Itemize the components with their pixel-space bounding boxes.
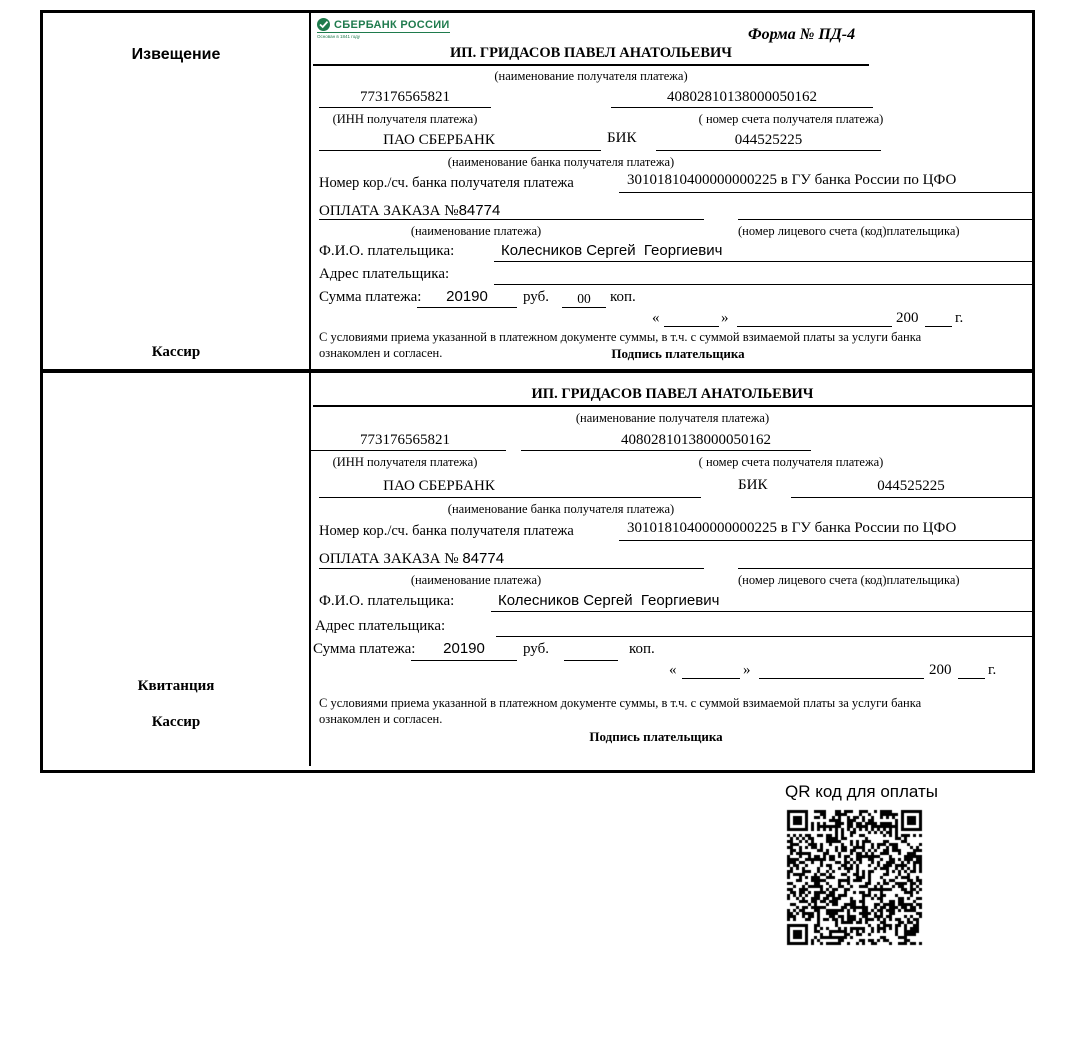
address-label: Адрес плательщика:	[315, 618, 446, 634]
inn-underline	[319, 107, 491, 108]
inn-underline	[311, 450, 506, 451]
kvitanciya-side-cell	[43, 373, 311, 766]
payment-caption: (наименование платежа)	[410, 573, 542, 587]
sum-underline	[411, 660, 517, 661]
inn-caption: (ИНН получателя платежа)	[332, 455, 478, 469]
section-izveshchenie	[43, 13, 1032, 373]
bank-caption: (наименование банка получателя платежа)	[447, 502, 675, 516]
date-day-underline	[682, 678, 740, 679]
address-underline	[494, 284, 1033, 285]
kop-underline	[564, 660, 618, 661]
kop-label: коп.	[629, 641, 655, 657]
bank-name: ПАО СБЕРБАНК	[383, 132, 495, 148]
corr-label: Номер кор./сч. банка получателя платежа	[319, 175, 574, 191]
corr-underline	[619, 540, 1033, 541]
sberbank-logo-row	[317, 18, 450, 33]
payment-name-number: 84774	[462, 550, 505, 567]
bik-label: БИК	[738, 477, 768, 493]
form-number: Форма № ПД-4	[748, 26, 856, 43]
bik-value: 044525225	[734, 132, 803, 148]
account-caption: ( номер счета получателя платежа)	[698, 455, 884, 469]
account-value: 40802810138000050162	[667, 89, 817, 105]
pd4-form	[40, 10, 1035, 773]
bank-underline	[319, 497, 701, 498]
fio-underline	[494, 261, 1033, 262]
bik-underline	[791, 497, 1033, 498]
agreement-line1: С условиями приема указанной в платежном документе суммы, в т.ч. с суммой взимаемой платы за услуги банка	[319, 696, 922, 710]
sum-value: 20190	[446, 288, 488, 305]
qr-code	[785, 808, 925, 948]
sum-value: 20190	[443, 640, 485, 657]
side-label-izveshchenie: Извещение	[131, 46, 221, 63]
fio-label: Ф.И.О. плательщика:	[319, 593, 455, 609]
date-quote-open: «	[652, 310, 660, 326]
fio-value: Колесников Сергей Георгиевич	[501, 242, 723, 259]
payment-underline	[319, 568, 704, 569]
bik-underline	[656, 150, 881, 151]
sum-underline	[417, 307, 517, 308]
fio-underline	[491, 611, 1034, 612]
bank-caption: (наименование банка получателя платежа)	[447, 155, 675, 169]
kop-value: 00	[577, 291, 591, 306]
qr-label: QR код для оплаты	[785, 782, 939, 801]
section-kvitanciya	[43, 373, 1032, 766]
recipient-name: ИП. ГРИДАСОВ ПАВЕЛ АНАТОЛЬЕВИЧ	[450, 45, 732, 61]
account-underline	[611, 107, 873, 108]
payment-name	[319, 550, 504, 568]
account-underline	[521, 450, 811, 451]
account-value: 40802810138000050162	[621, 432, 771, 448]
sberbank-logo-tagline: Основан в 1841 году	[317, 34, 361, 39]
corr-underline	[619, 192, 1033, 193]
agreement-line1: С условиями приема указанной в платежном документе суммы, в т.ч. с суммой взимаемой платы за услуги банка	[319, 330, 922, 344]
fio-value: Колесников Сергей Георгиевич	[498, 592, 720, 609]
rub-label: руб.	[523, 641, 549, 657]
bik-value: 044525225	[877, 478, 945, 494]
qr-block	[785, 782, 939, 948]
fio-label: Ф.И.О. плательщика:	[319, 243, 455, 259]
date-quote-open: «	[669, 662, 677, 678]
recipient-underline	[313, 405, 1032, 407]
recipient-caption: (наименование получателя платежа)	[494, 69, 688, 83]
inn-caption: (ИНН получателя платежа)	[332, 112, 478, 126]
date-year-prefix: 200	[896, 310, 919, 326]
izveshchenie-main-cell	[311, 13, 1032, 369]
recipient-underline	[313, 64, 869, 66]
account-caption: ( номер счета получателя платежа)	[698, 112, 884, 126]
payer-code-underline	[738, 219, 1033, 220]
date-day-underline	[664, 326, 719, 327]
bik-label: БИК	[607, 130, 637, 146]
date-quote-close: »	[743, 662, 751, 678]
corr-label: Номер кор./сч. банка получателя платежа	[319, 523, 574, 539]
agreement-line2: ознакомлен и согласен.	[319, 346, 443, 360]
inn-value: 773176565821	[360, 432, 450, 448]
signature-label: Подпись плательщика	[611, 346, 745, 361]
date-month-underline	[759, 678, 924, 679]
bank-underline	[319, 150, 601, 151]
date-year-underline	[925, 326, 952, 327]
date-year-prefix: 200	[929, 662, 952, 678]
sum-label: Сумма платежа:	[319, 289, 422, 305]
payer-code-underline	[738, 568, 1033, 569]
date-year-suffix: г.	[955, 310, 964, 326]
agreement-line2: ознакомлен и согласен.	[319, 712, 443, 726]
kop-label: коп.	[610, 289, 636, 305]
address-label: Адрес плательщика:	[319, 266, 450, 282]
date-year-suffix: г.	[988, 662, 997, 678]
side-label-kassir-2: Кассир	[151, 714, 201, 730]
izveshchenie-side-cell	[43, 13, 311, 369]
payment-name-number: 84774	[458, 202, 501, 219]
payment-name-label: ОПЛАТА ЗАКАЗА №	[319, 551, 463, 567]
corr-value: 30101810400000000225 в ГУ банка России по ЦФО	[627, 172, 957, 188]
date-quote-close: »	[721, 310, 729, 326]
signature-label: Подпись плательщика	[589, 729, 723, 744]
recipient-name: ИП. ГРИДАСОВ ПАВЕЛ АНАТОЛЬЕВИЧ	[531, 386, 814, 402]
date-year-underline	[958, 678, 985, 679]
payment-name	[319, 202, 500, 220]
bank-name: ПАО СБЕРБАНК	[383, 478, 495, 494]
sberbank-logo	[317, 18, 450, 39]
payer-code-caption: (номер лицевого счета (код)плательщика)	[738, 573, 960, 587]
side-label-kvitanciya: Квитанция	[137, 678, 215, 694]
recipient-caption: (наименование получателя платежа)	[575, 411, 770, 425]
kop-underline	[562, 307, 606, 308]
side-label-kassir: Кассир	[151, 344, 201, 360]
corr-value: 30101810400000000225 в ГУ банка России по ЦФО	[627, 520, 957, 536]
payment-underline	[319, 219, 704, 220]
sberbank-logo-text: СБЕРБАНК РОССИИ	[334, 18, 450, 31]
rub-label: руб.	[523, 289, 549, 305]
payer-code-caption: (номер лицевого счета (код)плательщика)	[738, 224, 960, 238]
payment-name-label: ОПЛАТА ЗАКАЗА №	[319, 203, 459, 219]
date-month-underline	[737, 326, 892, 327]
payment-caption: (наименование платежа)	[410, 224, 542, 238]
kvitanciya-main-cell	[311, 373, 1032, 766]
inn-value: 773176565821	[360, 89, 450, 105]
sberbank-logo-icon	[317, 18, 330, 31]
sum-label: Сумма платежа:	[313, 641, 416, 657]
address-underline	[496, 636, 1034, 637]
